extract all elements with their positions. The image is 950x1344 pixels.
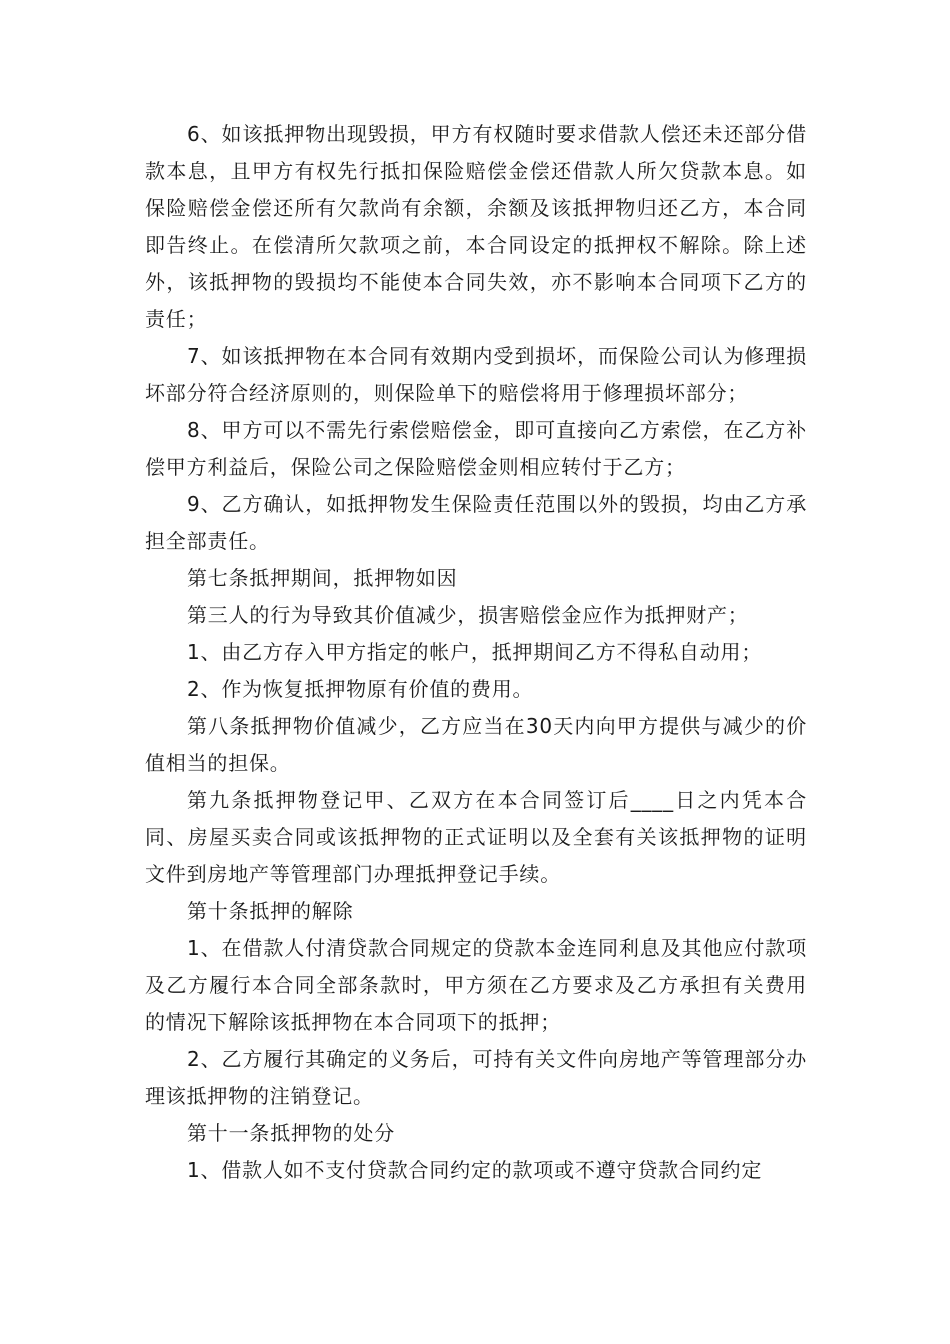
paragraph-article-10-item-2: 2、乙方履行其确定的义务后，可持有关文件向房地产等管理部分办理该抵押物的注销登记。 bbox=[145, 1047, 807, 1108]
paragraph-clause-6-item-6: 6、如该抵押物出现毁损，甲方有权随时要求借款人偿还未还部分借款本息，且甲方有权先行抵扣保险赔偿金偿还借款人所欠贷款本息。如保险赔偿金偿还所有欠款尚有余额，余额及该抵押物归还乙方，本合同即告终止。在偿清所欠款项之前，本合同设定的抵押权不解除。除上述外，该抵押物的毁损均不能使本合同失效，亦不影响本合同项下乙方的责任； bbox=[145, 122, 807, 331]
paragraph-article-7-heading: 第七条抵押期间，抵押物如因 bbox=[187, 566, 458, 590]
paragraph-clause-6-item-7: 7、如该抵押物在本合同有效期内受到损坏，而保险公司认为修理损坏部分符合经济原则的，则保险单下的赔偿将用于修理损坏部分； bbox=[145, 344, 807, 405]
paragraph-article-11-item-1: 1、借款人如不支付贷款合同约定的款项或不遵守贷款合同约定 bbox=[187, 1158, 763, 1182]
paragraph-article-8: 第八条抵押物价值减少，乙方应当在30天内向甲方提供与减少的价值相当的担保。 bbox=[145, 714, 807, 775]
paragraph-article-10-heading: 第十条抵押的解除 bbox=[187, 899, 354, 923]
paragraph-article-7-body: 第三人的行为导致其价值减少，损害赔偿金应作为抵押财产； bbox=[187, 603, 749, 627]
paragraph-article-9: 第九条抵押物登记甲、乙双方在本合同签订后____日之内凭本合同、房屋买卖合同或该抵押物的正式证明以及全套有关该抵押物的证明文件到房地产等管理部门办理抵押登记手续。 bbox=[145, 788, 807, 886]
paragraph-article-7-item-1: 1、由乙方存入甲方指定的帐户，抵押期间乙方不得私自动用； bbox=[187, 640, 763, 664]
paragraph-clause-6-item-9: 9、乙方确认，如抵押物发生保险责任范围以外的毁损，均由乙方承担全部责任。 bbox=[145, 492, 807, 553]
paragraph-article-7-item-2: 2、作为恢复抵押物原有价值的费用。 bbox=[187, 677, 534, 701]
paragraph-article-11-heading: 第十一条抵押物的处分 bbox=[187, 1121, 395, 1145]
paragraph-article-10-item-1: 1、在借款人付清贷款合同规定的贷款本金连同利息及其他应付款项及乙方履行本合同全部条款时，甲方须在乙方要求及乙方承担有关费用的情况下解除该抵押物在本合同项下的抵押； bbox=[145, 936, 807, 1034]
paragraph-clause-6-item-8: 8、甲方可以不需先行索偿赔偿金，即可直接向乙方索偿，在乙方补偿甲方利益后，保险公司之保险赔偿金则相应转付于乙方； bbox=[145, 418, 807, 479]
document-page bbox=[145, 116, 807, 1189]
